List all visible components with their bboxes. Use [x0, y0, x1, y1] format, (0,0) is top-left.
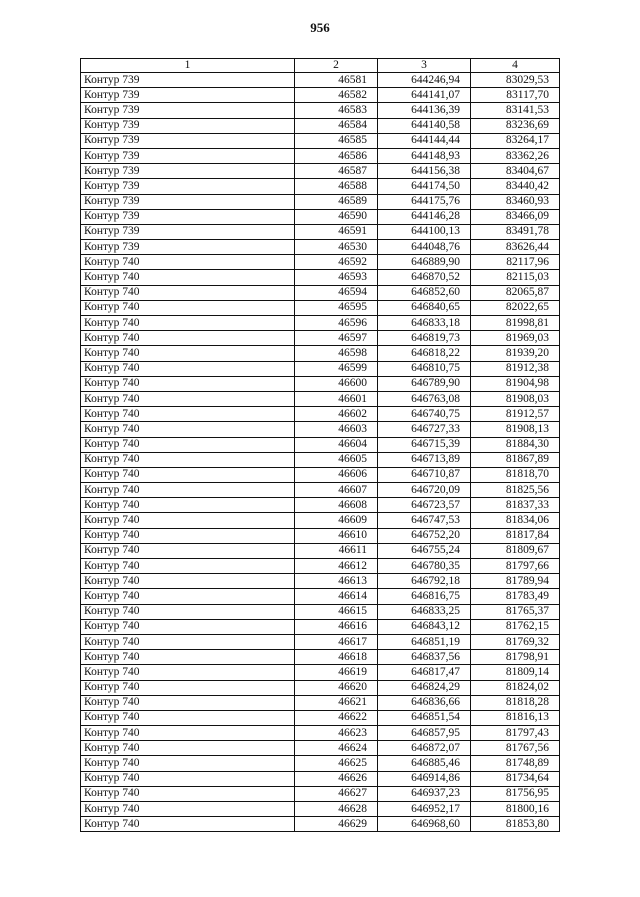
contour-name-cell: Контур 740 [81, 483, 295, 498]
x-coordinate-cell: 646755,24 [378, 543, 471, 558]
y-coordinate-cell: 81762,15 [471, 619, 560, 634]
x-coordinate-cell: 646952,17 [378, 802, 471, 817]
table-row [81, 148, 560, 163]
contour-name-cell: Контур 739 [81, 103, 295, 118]
point-number-cell: 46623 [295, 726, 378, 741]
x-coordinate-cell: 644156,38 [378, 164, 471, 179]
table-row [81, 665, 560, 680]
x-coordinate-cell: 646914,86 [378, 771, 471, 786]
contour-name-cell: Контур 740 [81, 452, 295, 467]
contour-name-cell: Контур 740 [81, 619, 295, 634]
x-coordinate-cell: 646836,66 [378, 695, 471, 710]
table-row [81, 483, 560, 498]
contour-name-cell: Контур 740 [81, 407, 295, 422]
point-number-cell: 46595 [295, 300, 378, 315]
y-coordinate-cell: 83466,09 [471, 209, 560, 224]
y-coordinate-cell: 81939,20 [471, 346, 560, 361]
header-col-2: 2 [295, 59, 378, 73]
y-coordinate-cell: 81797,66 [471, 559, 560, 574]
table-row [81, 452, 560, 467]
table-row [81, 741, 560, 756]
y-coordinate-cell: 81908,13 [471, 422, 560, 437]
contour-name-cell: Контур 740 [81, 604, 295, 619]
contour-name-cell: Контур 740 [81, 574, 295, 589]
header-col-1: 1 [81, 59, 295, 73]
point-number-cell: 46621 [295, 695, 378, 710]
x-coordinate-cell: 646819,73 [378, 331, 471, 346]
y-coordinate-cell: 81797,43 [471, 726, 560, 741]
x-coordinate-cell: 646747,53 [378, 513, 471, 528]
point-number-cell: 46586 [295, 148, 378, 163]
x-coordinate-cell: 646889,90 [378, 255, 471, 270]
x-coordinate-cell: 646937,23 [378, 786, 471, 801]
y-coordinate-cell: 81818,70 [471, 467, 560, 482]
point-number-cell: 46622 [295, 710, 378, 725]
table-row [81, 771, 560, 786]
y-coordinate-cell: 83264,17 [471, 133, 560, 148]
table-row [81, 164, 560, 179]
header-row [81, 59, 560, 73]
y-coordinate-cell: 81969,03 [471, 331, 560, 346]
point-number-cell: 46594 [295, 285, 378, 300]
table-row [81, 391, 560, 406]
contour-name-cell: Контур 740 [81, 741, 295, 756]
y-coordinate-cell: 83117,70 [471, 88, 560, 103]
table-row [81, 346, 560, 361]
point-number-cell: 46609 [295, 513, 378, 528]
contour-name-cell: Контур 739 [81, 224, 295, 239]
x-coordinate-cell: 646727,33 [378, 422, 471, 437]
table-row [81, 422, 560, 437]
y-coordinate-cell: 81837,33 [471, 498, 560, 513]
contour-name-cell: Контур 740 [81, 528, 295, 543]
point-number-cell: 46601 [295, 391, 378, 406]
contour-name-cell: Контур 739 [81, 73, 295, 88]
point-number-cell: 46583 [295, 103, 378, 118]
x-coordinate-cell: 644246,94 [378, 73, 471, 88]
y-coordinate-cell: 81912,57 [471, 407, 560, 422]
page-number: 956 [310, 20, 330, 35]
contour-name-cell: Контур 739 [81, 209, 295, 224]
contour-name-cell: Контур 740 [81, 589, 295, 604]
y-coordinate-cell: 81769,32 [471, 634, 560, 649]
y-coordinate-cell: 81825,56 [471, 483, 560, 498]
table-row [81, 88, 560, 103]
y-coordinate-cell: 83029,53 [471, 73, 560, 88]
point-number-cell: 46605 [295, 452, 378, 467]
table-row [81, 376, 560, 391]
x-coordinate-cell: 644136,39 [378, 103, 471, 118]
y-coordinate-cell: 81998,81 [471, 316, 560, 331]
x-coordinate-cell: 644175,76 [378, 194, 471, 209]
y-coordinate-cell: 81767,56 [471, 741, 560, 756]
contour-name-cell: Контур 740 [81, 422, 295, 437]
table-row [81, 407, 560, 422]
coordinates-table [80, 58, 560, 832]
x-coordinate-cell: 644048,76 [378, 240, 471, 255]
y-coordinate-cell: 81853,80 [471, 817, 560, 832]
table-row [81, 589, 560, 604]
table-row [81, 118, 560, 133]
point-number-cell: 46596 [295, 316, 378, 331]
point-number-cell: 46592 [295, 255, 378, 270]
table-row [81, 528, 560, 543]
point-number-cell: 46618 [295, 650, 378, 665]
x-coordinate-cell: 646763,08 [378, 391, 471, 406]
y-coordinate-cell: 83404,67 [471, 164, 560, 179]
point-number-cell: 46590 [295, 209, 378, 224]
contour-name-cell: Контур 740 [81, 817, 295, 832]
point-number-cell: 46619 [295, 665, 378, 680]
contour-name-cell: Контур 740 [81, 786, 295, 801]
y-coordinate-cell: 81800,16 [471, 802, 560, 817]
table-row [81, 300, 560, 315]
y-coordinate-cell: 81824,02 [471, 680, 560, 695]
y-coordinate-cell: 83491,78 [471, 224, 560, 239]
x-coordinate-cell: 646723,57 [378, 498, 471, 513]
contour-name-cell: Контур 740 [81, 376, 295, 391]
y-coordinate-cell: 82117,96 [471, 255, 560, 270]
point-number-cell: 46530 [295, 240, 378, 255]
x-coordinate-cell: 646968,60 [378, 817, 471, 832]
y-coordinate-cell: 81783,49 [471, 589, 560, 604]
x-coordinate-cell: 646789,90 [378, 376, 471, 391]
point-number-cell: 46593 [295, 270, 378, 285]
y-coordinate-cell: 81765,37 [471, 604, 560, 619]
point-number-cell: 46620 [295, 680, 378, 695]
x-coordinate-cell: 646852,60 [378, 285, 471, 300]
point-number-cell: 46597 [295, 331, 378, 346]
point-number-cell: 46600 [295, 376, 378, 391]
contour-name-cell: Контур 740 [81, 650, 295, 665]
point-number-cell: 46588 [295, 179, 378, 194]
contour-name-cell: Контур 740 [81, 695, 295, 710]
x-coordinate-cell: 646843,12 [378, 619, 471, 634]
contour-name-cell: Контур 740 [81, 513, 295, 528]
contour-name-cell: Контур 739 [81, 240, 295, 255]
point-number-cell: 46584 [295, 118, 378, 133]
contour-name-cell: Контур 740 [81, 665, 295, 680]
table-row [81, 802, 560, 817]
point-number-cell: 46603 [295, 422, 378, 437]
contour-name-cell: Контур 740 [81, 255, 295, 270]
x-coordinate-cell: 646818,22 [378, 346, 471, 361]
point-number-cell: 46607 [295, 483, 378, 498]
y-coordinate-cell: 82022,65 [471, 300, 560, 315]
x-coordinate-cell: 646824,29 [378, 680, 471, 695]
contour-name-cell: Контур 739 [81, 179, 295, 194]
x-coordinate-cell: 644146,28 [378, 209, 471, 224]
contour-name-cell: Контур 739 [81, 133, 295, 148]
point-number-cell: 46616 [295, 619, 378, 634]
table-row [81, 604, 560, 619]
y-coordinate-cell: 81867,89 [471, 452, 560, 467]
table-row [81, 467, 560, 482]
y-coordinate-cell: 83460,93 [471, 194, 560, 209]
table-row [81, 179, 560, 194]
contour-name-cell: Контур 740 [81, 316, 295, 331]
contour-name-cell: Контур 740 [81, 634, 295, 649]
x-coordinate-cell: 644140,58 [378, 118, 471, 133]
table-row [81, 133, 560, 148]
table-row [81, 498, 560, 513]
table-body [81, 73, 560, 832]
point-number-cell: 46626 [295, 771, 378, 786]
header-col-4: 4 [471, 59, 560, 73]
point-number-cell: 46581 [295, 73, 378, 88]
table-row [81, 680, 560, 695]
y-coordinate-cell: 83440,42 [471, 179, 560, 194]
table-row [81, 543, 560, 558]
contour-name-cell: Контур 740 [81, 543, 295, 558]
point-number-cell: 46614 [295, 589, 378, 604]
x-coordinate-cell: 644174,50 [378, 179, 471, 194]
x-coordinate-cell: 646816,75 [378, 589, 471, 604]
y-coordinate-cell: 81912,38 [471, 361, 560, 376]
y-coordinate-cell: 81809,14 [471, 665, 560, 680]
point-number-cell: 46629 [295, 817, 378, 832]
contour-name-cell: Контур 740 [81, 559, 295, 574]
contour-name-cell: Контур 740 [81, 361, 295, 376]
point-number-cell: 46625 [295, 756, 378, 771]
y-coordinate-cell: 81734,64 [471, 771, 560, 786]
point-number-cell: 46608 [295, 498, 378, 513]
x-coordinate-cell: 646810,75 [378, 361, 471, 376]
x-coordinate-cell: 646851,19 [378, 634, 471, 649]
point-number-cell: 46589 [295, 194, 378, 209]
contour-name-cell: Контур 740 [81, 437, 295, 452]
point-number-cell: 46598 [295, 346, 378, 361]
table-row [81, 710, 560, 725]
x-coordinate-cell: 646872,07 [378, 741, 471, 756]
table-row [81, 817, 560, 832]
y-coordinate-cell: 81884,30 [471, 437, 560, 452]
y-coordinate-cell: 82065,87 [471, 285, 560, 300]
x-coordinate-cell: 644148,93 [378, 148, 471, 163]
point-number-cell: 46613 [295, 574, 378, 589]
x-coordinate-cell: 646740,75 [378, 407, 471, 422]
table-row [81, 559, 560, 574]
point-number-cell: 46591 [295, 224, 378, 239]
header-col-3: 3 [378, 59, 471, 73]
y-coordinate-cell: 81834,06 [471, 513, 560, 528]
contour-name-cell: Контур 740 [81, 710, 295, 725]
x-coordinate-cell: 646833,25 [378, 604, 471, 619]
table-row [81, 574, 560, 589]
table-row [81, 619, 560, 634]
x-coordinate-cell: 646857,95 [378, 726, 471, 741]
contour-name-cell: Контур 740 [81, 270, 295, 285]
contour-name-cell: Контур 740 [81, 331, 295, 346]
contour-name-cell: Контур 740 [81, 285, 295, 300]
y-coordinate-cell: 81756,95 [471, 786, 560, 801]
table-row [81, 361, 560, 376]
x-coordinate-cell: 646817,47 [378, 665, 471, 680]
point-number-cell: 46615 [295, 604, 378, 619]
x-coordinate-cell: 644141,07 [378, 88, 471, 103]
contour-name-cell: Контур 739 [81, 118, 295, 133]
y-coordinate-cell: 83362,26 [471, 148, 560, 163]
contour-name-cell: Контур 740 [81, 346, 295, 361]
contour-name-cell: Контур 739 [81, 164, 295, 179]
table-row [81, 209, 560, 224]
x-coordinate-cell: 646780,35 [378, 559, 471, 574]
x-coordinate-cell: 646870,52 [378, 270, 471, 285]
table-row [81, 103, 560, 118]
contour-name-cell: Контур 739 [81, 194, 295, 209]
y-coordinate-cell: 81904,98 [471, 376, 560, 391]
x-coordinate-cell: 646710,87 [378, 467, 471, 482]
contour-name-cell: Контур 740 [81, 467, 295, 482]
contour-name-cell: Контур 740 [81, 300, 295, 315]
point-number-cell: 46610 [295, 528, 378, 543]
point-number-cell: 46585 [295, 133, 378, 148]
contour-name-cell: Контур 740 [81, 680, 295, 695]
y-coordinate-cell: 81748,89 [471, 756, 560, 771]
x-coordinate-cell: 646833,18 [378, 316, 471, 331]
point-number-cell: 46606 [295, 467, 378, 482]
x-coordinate-cell: 646837,56 [378, 650, 471, 665]
contour-name-cell: Контур 740 [81, 726, 295, 741]
point-number-cell: 46617 [295, 634, 378, 649]
table-row [81, 634, 560, 649]
table-row [81, 255, 560, 270]
table-row [81, 73, 560, 88]
point-number-cell: 46582 [295, 88, 378, 103]
table-row [81, 726, 560, 741]
table-row [81, 786, 560, 801]
x-coordinate-cell: 646792,18 [378, 574, 471, 589]
y-coordinate-cell: 81817,84 [471, 528, 560, 543]
contour-name-cell: Контур 739 [81, 148, 295, 163]
y-coordinate-cell: 83236,69 [471, 118, 560, 133]
point-number-cell: 46587 [295, 164, 378, 179]
y-coordinate-cell: 81816,13 [471, 710, 560, 725]
x-coordinate-cell: 646885,46 [378, 756, 471, 771]
point-number-cell: 46627 [295, 786, 378, 801]
table-row [81, 513, 560, 528]
table-row [81, 240, 560, 255]
table-row [81, 695, 560, 710]
table-row [81, 194, 560, 209]
table-row [81, 316, 560, 331]
y-coordinate-cell: 81789,94 [471, 574, 560, 589]
x-coordinate-cell: 644144,44 [378, 133, 471, 148]
y-coordinate-cell: 81818,28 [471, 695, 560, 710]
x-coordinate-cell: 646713,89 [378, 452, 471, 467]
point-number-cell: 46628 [295, 802, 378, 817]
y-coordinate-cell: 81809,67 [471, 543, 560, 558]
y-coordinate-cell: 81908,03 [471, 391, 560, 406]
contour-name-cell: Контур 739 [81, 88, 295, 103]
table-row [81, 756, 560, 771]
contour-name-cell: Контур 740 [81, 756, 295, 771]
table-row [81, 224, 560, 239]
y-coordinate-cell: 83141,53 [471, 103, 560, 118]
x-coordinate-cell: 646720,09 [378, 483, 471, 498]
point-number-cell: 46612 [295, 559, 378, 574]
x-coordinate-cell: 646851,54 [378, 710, 471, 725]
point-number-cell: 46611 [295, 543, 378, 558]
table-row [81, 285, 560, 300]
x-coordinate-cell: 644100,13 [378, 224, 471, 239]
table-row [81, 270, 560, 285]
point-number-cell: 46599 [295, 361, 378, 376]
contour-name-cell: Контур 740 [81, 771, 295, 786]
x-coordinate-cell: 646840,65 [378, 300, 471, 315]
y-coordinate-cell: 83626,44 [471, 240, 560, 255]
point-number-cell: 46602 [295, 407, 378, 422]
x-coordinate-cell: 646715,39 [378, 437, 471, 452]
table-header [81, 59, 560, 73]
table-row [81, 437, 560, 452]
table-row [81, 331, 560, 346]
contour-name-cell: Контур 740 [81, 802, 295, 817]
x-coordinate-cell: 646752,20 [378, 528, 471, 543]
contour-name-cell: Контур 740 [81, 498, 295, 513]
table-row [81, 650, 560, 665]
point-number-cell: 46624 [295, 741, 378, 756]
y-coordinate-cell: 82115,03 [471, 270, 560, 285]
point-number-cell: 46604 [295, 437, 378, 452]
contour-name-cell: Контур 740 [81, 391, 295, 406]
y-coordinate-cell: 81798,91 [471, 650, 560, 665]
